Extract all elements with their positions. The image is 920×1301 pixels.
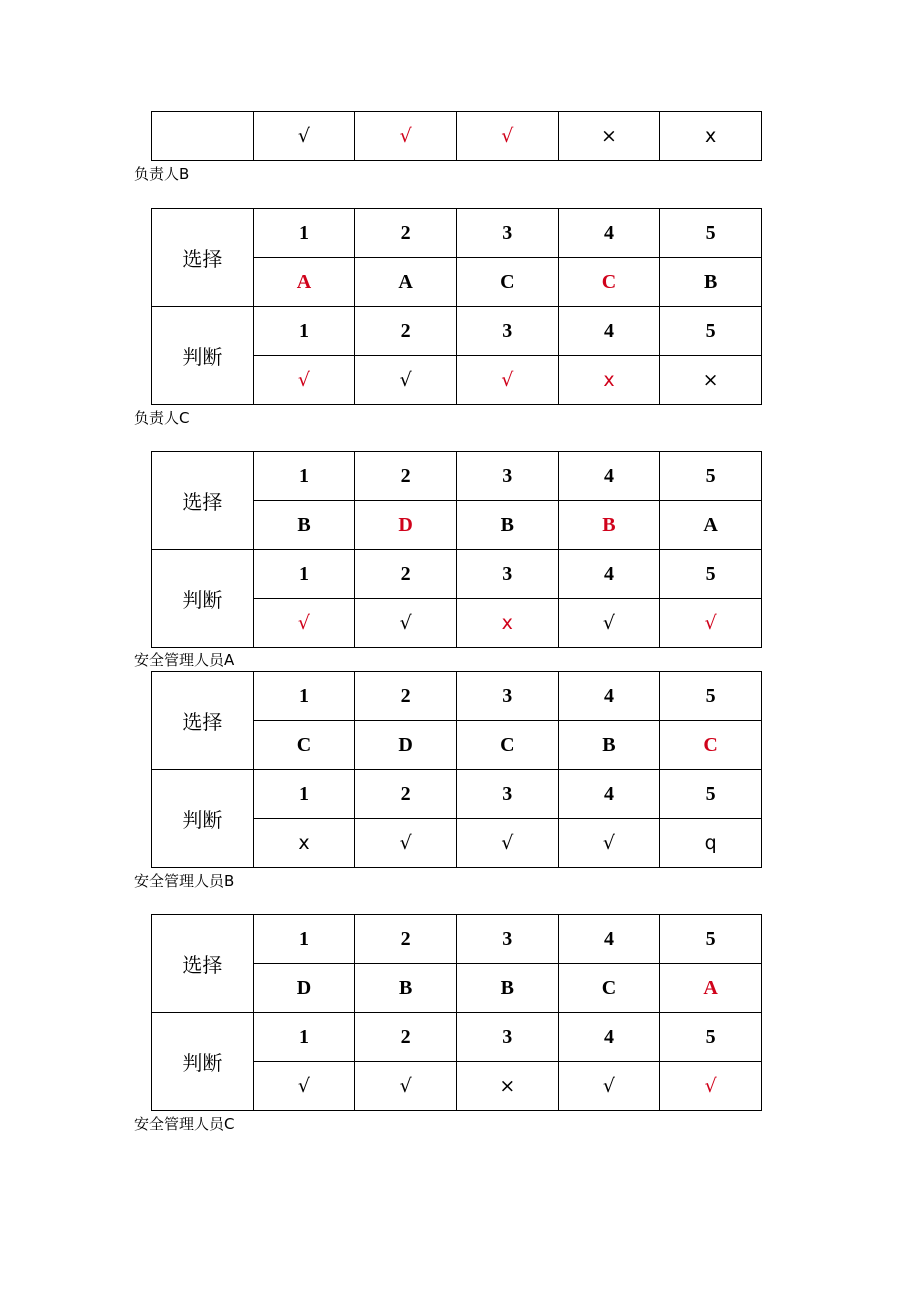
answer-table	[151, 451, 762, 648]
choice-number: 1	[253, 672, 355, 721]
judge-answer: √	[253, 1062, 355, 1111]
judge-answer: √	[660, 599, 762, 648]
choice-answer: C	[558, 964, 660, 1013]
judge-answer: x	[456, 599, 558, 648]
judge-label: 判断	[152, 550, 254, 648]
judge-answer: x	[558, 356, 660, 405]
choice-label: 选择	[152, 915, 254, 1013]
judge-answer: √	[456, 819, 558, 868]
judge-number: 1	[253, 550, 355, 599]
choice-number: 4	[558, 915, 660, 964]
answer-table	[151, 914, 762, 1111]
choice-number: 1	[253, 452, 355, 501]
judge-answer: √	[355, 1062, 457, 1111]
judge-number: 2	[355, 550, 457, 599]
caption-person: 安全管理人员B	[134, 872, 235, 890]
judge-answer: √	[558, 819, 660, 868]
judge-label: 判断	[152, 770, 254, 868]
choice-label: 选择	[152, 672, 254, 770]
top-cell: ×	[558, 112, 660, 161]
judge-answer: √	[660, 1062, 762, 1111]
choice-answer: D	[253, 964, 355, 1013]
choice-number: 4	[558, 209, 660, 258]
choice-number: 2	[355, 452, 457, 501]
choice-answer: B	[456, 964, 558, 1013]
choice-answer: A	[660, 501, 762, 550]
choice-number: 2	[355, 915, 457, 964]
judge-number: 5	[660, 770, 762, 819]
choice-number: 5	[660, 209, 762, 258]
judge-answer: √	[253, 599, 355, 648]
choice-number: 4	[558, 452, 660, 501]
choice-answer: A	[355, 258, 457, 307]
choice-answer: B	[253, 501, 355, 550]
judge-number: 1	[253, 307, 355, 356]
choice-answer: C	[558, 258, 660, 307]
choice-number: 3	[456, 672, 558, 721]
judge-number: 2	[355, 1013, 457, 1062]
choice-number: 2	[355, 209, 457, 258]
choice-answer: B	[558, 501, 660, 550]
caption-person: 负责人B	[134, 165, 190, 183]
choice-answer: D	[355, 501, 457, 550]
judge-number: 4	[558, 550, 660, 599]
top-answer-row	[151, 111, 762, 161]
choice-answer: C	[456, 258, 558, 307]
choice-answer: C	[253, 721, 355, 770]
choice-number: 1	[253, 915, 355, 964]
choice-number: 4	[558, 672, 660, 721]
choice-answer: B	[355, 964, 457, 1013]
choice-answer: C	[456, 721, 558, 770]
choice-answer: D	[355, 721, 457, 770]
top-cell	[152, 112, 254, 161]
answer-table	[151, 671, 762, 868]
top-cell: √	[253, 112, 355, 161]
judge-answer: √	[355, 819, 457, 868]
judge-answer: ×	[660, 356, 762, 405]
judge-answer: √	[456, 356, 558, 405]
choice-number: 5	[660, 452, 762, 501]
judge-answer: x	[253, 819, 355, 868]
choice-number: 2	[355, 672, 457, 721]
answer-table	[151, 208, 762, 405]
choice-number: 3	[456, 209, 558, 258]
judge-answer: √	[558, 1062, 660, 1111]
judge-number: 4	[558, 1013, 660, 1062]
choice-answer: B	[456, 501, 558, 550]
judge-number: 1	[253, 1013, 355, 1062]
judge-answer: √	[355, 599, 457, 648]
judge-answer: √	[253, 356, 355, 405]
judge-answer: ×	[456, 1062, 558, 1111]
choice-number: 3	[456, 915, 558, 964]
top-cell: √	[355, 112, 457, 161]
judge-number: 3	[456, 1013, 558, 1062]
caption-person: 安全管理人员A	[134, 651, 235, 669]
judge-answer: √	[355, 356, 457, 405]
choice-answer: A	[253, 258, 355, 307]
choice-number: 1	[253, 209, 355, 258]
choice-label: 选择	[152, 209, 254, 307]
choice-number: 3	[456, 452, 558, 501]
judge-number: 1	[253, 770, 355, 819]
judge-number: 2	[355, 770, 457, 819]
judge-label: 判断	[152, 1013, 254, 1111]
choice-label: 选择	[152, 452, 254, 550]
caption-person: 安全管理人员C	[134, 1115, 235, 1133]
judge-number: 5	[660, 1013, 762, 1062]
choice-answer: C	[660, 721, 762, 770]
choice-number: 5	[660, 915, 762, 964]
judge-number: 5	[660, 307, 762, 356]
top-cell: x	[660, 112, 762, 161]
choice-answer: B	[660, 258, 762, 307]
choice-answer: B	[558, 721, 660, 770]
judge-number: 3	[456, 307, 558, 356]
top-cell: √	[456, 112, 558, 161]
judge-number: 3	[456, 550, 558, 599]
judge-answer: q	[660, 819, 762, 868]
judge-number: 5	[660, 550, 762, 599]
judge-answer: √	[558, 599, 660, 648]
caption-person: 负责人C	[134, 409, 190, 427]
judge-number: 3	[456, 770, 558, 819]
judge-number: 2	[355, 307, 457, 356]
judge-number: 4	[558, 307, 660, 356]
judge-label: 判断	[152, 307, 254, 405]
choice-answer: A	[660, 964, 762, 1013]
choice-number: 5	[660, 672, 762, 721]
judge-number: 4	[558, 770, 660, 819]
